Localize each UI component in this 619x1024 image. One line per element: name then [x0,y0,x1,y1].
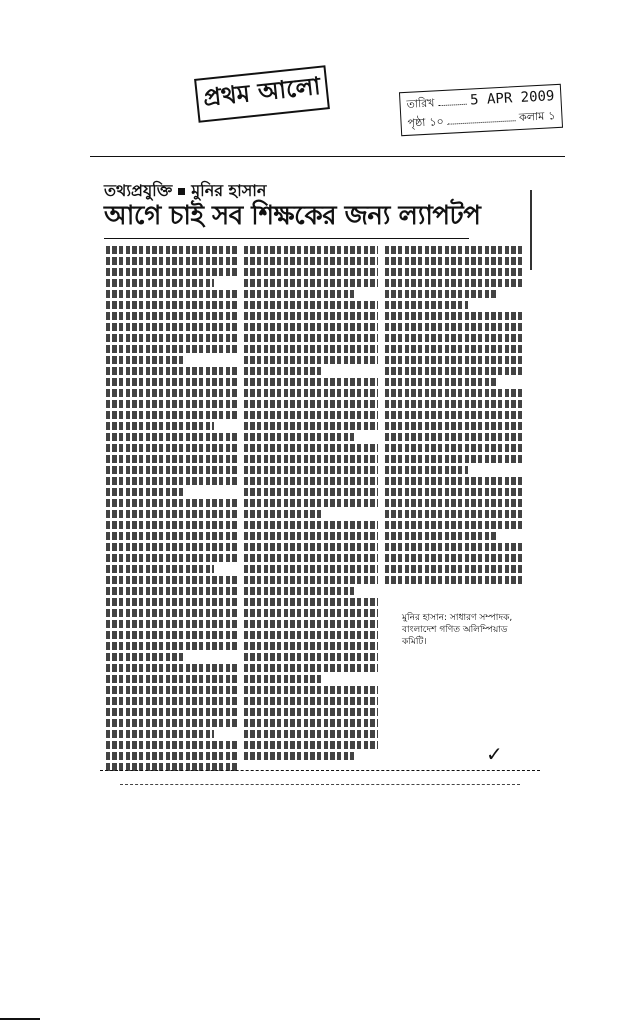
date-label: তারিখ [406,96,435,111]
author-name: মুনির হাসান [191,181,267,200]
date-value: 5 APR 2009 [469,88,555,109]
article-column-1 [106,246,238,776]
clipping-bottom-border-secondary [120,784,520,785]
article-headline: আগে চাই সব শিক্ষকের জন্য ল্যাপটপ [104,201,481,231]
date-stamp [399,84,563,136]
tick-mark-icon: ✓ [486,742,503,766]
page-value: ১০ [429,114,445,129]
column-label: কলাম [518,109,545,125]
article-column-3 [385,246,523,596]
author-note: মুনির হাসান: সাধারণ সম্পাদক, বাংলাদেশ গণিত অলিম্পিয়াড কমিটি। [402,613,513,647]
newspaper-masthead: প্রথম আলো [194,65,330,123]
page-label: পৃষ্ঠা [407,115,426,130]
scan-corner-mark [0,1018,40,1020]
section-label: তথ্যপ্রযুক্তি [104,181,173,200]
clipping-edge-mark [530,190,532,270]
article-column-2 [244,246,378,766]
headline-rule [104,238,469,239]
clipping-bottom-border [100,770,540,771]
clipping-top-border [90,156,565,157]
column-value: ১ [547,109,556,123]
separator-square-icon [178,188,185,195]
